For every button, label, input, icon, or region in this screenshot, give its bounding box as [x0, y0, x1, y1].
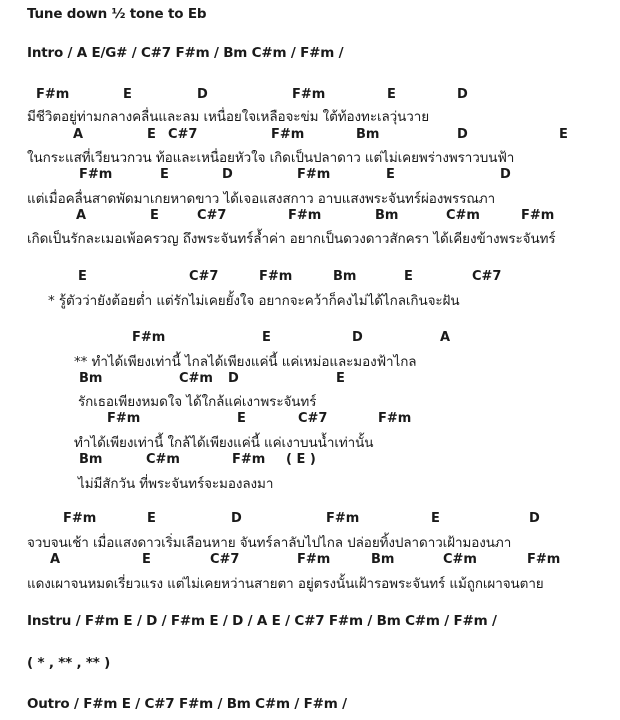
chord-symbol: C#m [446, 208, 480, 223]
chord-symbol: F#m [132, 330, 166, 345]
chord-symbol: F#m [259, 269, 293, 284]
lyric-line: * รู้ตัวว่ายังต้อยต่ำ แต่รักไม่เคยยั้งใจ อยากจะคว้าก็คงไม่ได้ไกลเกินจะฝัน [48, 293, 460, 309]
chord-symbol: A [440, 330, 451, 345]
intro-progression: Intro / A E/G# / C#7 F#m / Bm C#m / F#m / [27, 45, 344, 61]
chord-symbol: Bm [375, 208, 399, 223]
chord-symbol: E [237, 411, 246, 426]
chord-symbol: F#m [288, 208, 322, 223]
chord-symbol: C#7 [472, 269, 502, 284]
chord-symbol: F#m [79, 167, 113, 182]
chord-symbol: E [386, 167, 395, 182]
chord-symbol: F#m [292, 87, 326, 102]
lyric-line: จวบจนเช้า เมื่อแสงดาวเริ่มเลือนหาย จันทร์ลาลับไปไกล ปล่อยทิ้งปลาดาวเฝ้ามองนภา [27, 535, 512, 551]
chord-symbol: E [123, 87, 132, 102]
chord-symbol: E [262, 330, 271, 345]
chord-symbol: E [559, 127, 568, 142]
chord-symbol: F#m [36, 87, 70, 102]
repeat-instruction: ( * , ** , ** ) [27, 655, 111, 671]
chord-symbol: Bm [79, 371, 103, 386]
chord-symbol: Bm [371, 552, 395, 567]
chord-symbol: D [457, 87, 468, 102]
chord-symbol: D [529, 511, 540, 526]
lyric-line: รักเธอเพียงหมดใจ ได้ใกล้แค่เงาพระจันทร์ [78, 394, 317, 410]
chord-symbol: F#m [521, 208, 555, 223]
chord-symbol: C#7 [197, 208, 227, 223]
chord-symbol: F#m [378, 411, 412, 426]
chord-symbol: E [78, 269, 87, 284]
chord-symbol: E [147, 127, 156, 142]
lyric-line: ** ทำได้เพียงเท่านี้ ไกลได้เพียงแค่นี้ แค่เหม่อและมองฟ้าไกล [74, 354, 417, 370]
chord-symbol: D [228, 371, 239, 386]
chord-symbol: D [222, 167, 233, 182]
lyric-line: เกิดเป็นรักละเมอเพ้อครวญ ถึงพระจันทร์ล้ำค่า อยากเป็นดวงดาวสักครา ได้เคียงข้างพระจันทร์ [27, 231, 556, 247]
chord-symbol: C#m [179, 371, 213, 386]
chord-symbol: C#7 [298, 411, 328, 426]
tuning-note: Tune down ½ tone to Eb [27, 6, 207, 22]
chord-symbol: D [500, 167, 511, 182]
chord-symbol: E [160, 167, 169, 182]
chord-symbol: A [73, 127, 84, 142]
chord-symbol: D [197, 87, 208, 102]
chord-symbol: D [231, 511, 242, 526]
instrumental-progression: Instru / F#m E / D / F#m E / D / A E / C#7 F#m / Bm C#m / F#m / [27, 613, 497, 629]
lyric-line: แดงเผาจนหมดเรี่ยวแรง แต่ไม่เคยหว่านสายตา อยู่ตรงนั้นเฝ้ารอพระจันทร์ แม้ถูกเผาจนตาย [27, 576, 544, 592]
chord-symbol: F#m [107, 411, 141, 426]
chord-symbol: C#7 [189, 269, 219, 284]
chord-symbol: C#7 [168, 127, 198, 142]
chord-symbol: D [352, 330, 363, 345]
chord-symbol: A [50, 552, 61, 567]
chord-symbol: E [142, 552, 151, 567]
chord-symbol: E [147, 511, 156, 526]
lyric-line: ในกระแสที่เวียนวกวน ท้อและเหนื่อยหัวใจ เกิดเป็นปลาดาว แต่ไม่เคยพร่างพราวบนฟ้า [27, 150, 515, 166]
chord-symbol: E [431, 511, 440, 526]
outro-progression: Outro / F#m E / C#7 F#m / Bm C#m / F#m / [27, 696, 347, 712]
lyric-line: มีชีวิตอยู่ท่ามกลางคลื่นและลม เหนื่อยใจเหลือจะข่ม ใต้ท้องทะเลวุ่นวาย [27, 109, 430, 125]
chord-symbol: F#m [297, 167, 331, 182]
chord-symbol: F#m [232, 452, 266, 467]
lyric-line: ไม่มีสักวัน ที่พระจันทร์จะมองลงมา [78, 476, 274, 492]
chord-symbol: E [387, 87, 396, 102]
chord-symbol: Bm [79, 452, 103, 467]
chord-symbol: F#m [271, 127, 305, 142]
chord-symbol: Bm [356, 127, 380, 142]
chord-symbol: C#m [146, 452, 180, 467]
chord-symbol: E [336, 371, 345, 386]
chord-symbol: F#m [297, 552, 331, 567]
chord-symbol: D [457, 127, 468, 142]
chord-symbol: ( E ) [286, 452, 316, 467]
chord-symbol: E [150, 208, 159, 223]
chord-symbol: A [76, 208, 87, 223]
chord-symbol: C#m [443, 552, 477, 567]
chord-symbol: Bm [333, 269, 357, 284]
chord-symbol: F#m [326, 511, 360, 526]
lyric-line: ทำได้เพียงเท่านี้ ใกล้ได้เพียงแค่นี้ แค่เงาบนน้ำเท่านั้น [74, 435, 374, 451]
chord-symbol: C#7 [210, 552, 240, 567]
lyric-line: แต่เมื่อคลื่นสาดพัดมาเกยหาดขาว ได้เจอแสงสกาว อาบแสงพระจันทร์ผ่องพรรณภา [27, 191, 496, 207]
chord-symbol: F#m [63, 511, 97, 526]
chord-symbol: E [404, 269, 413, 284]
chord-symbol: F#m [527, 552, 561, 567]
